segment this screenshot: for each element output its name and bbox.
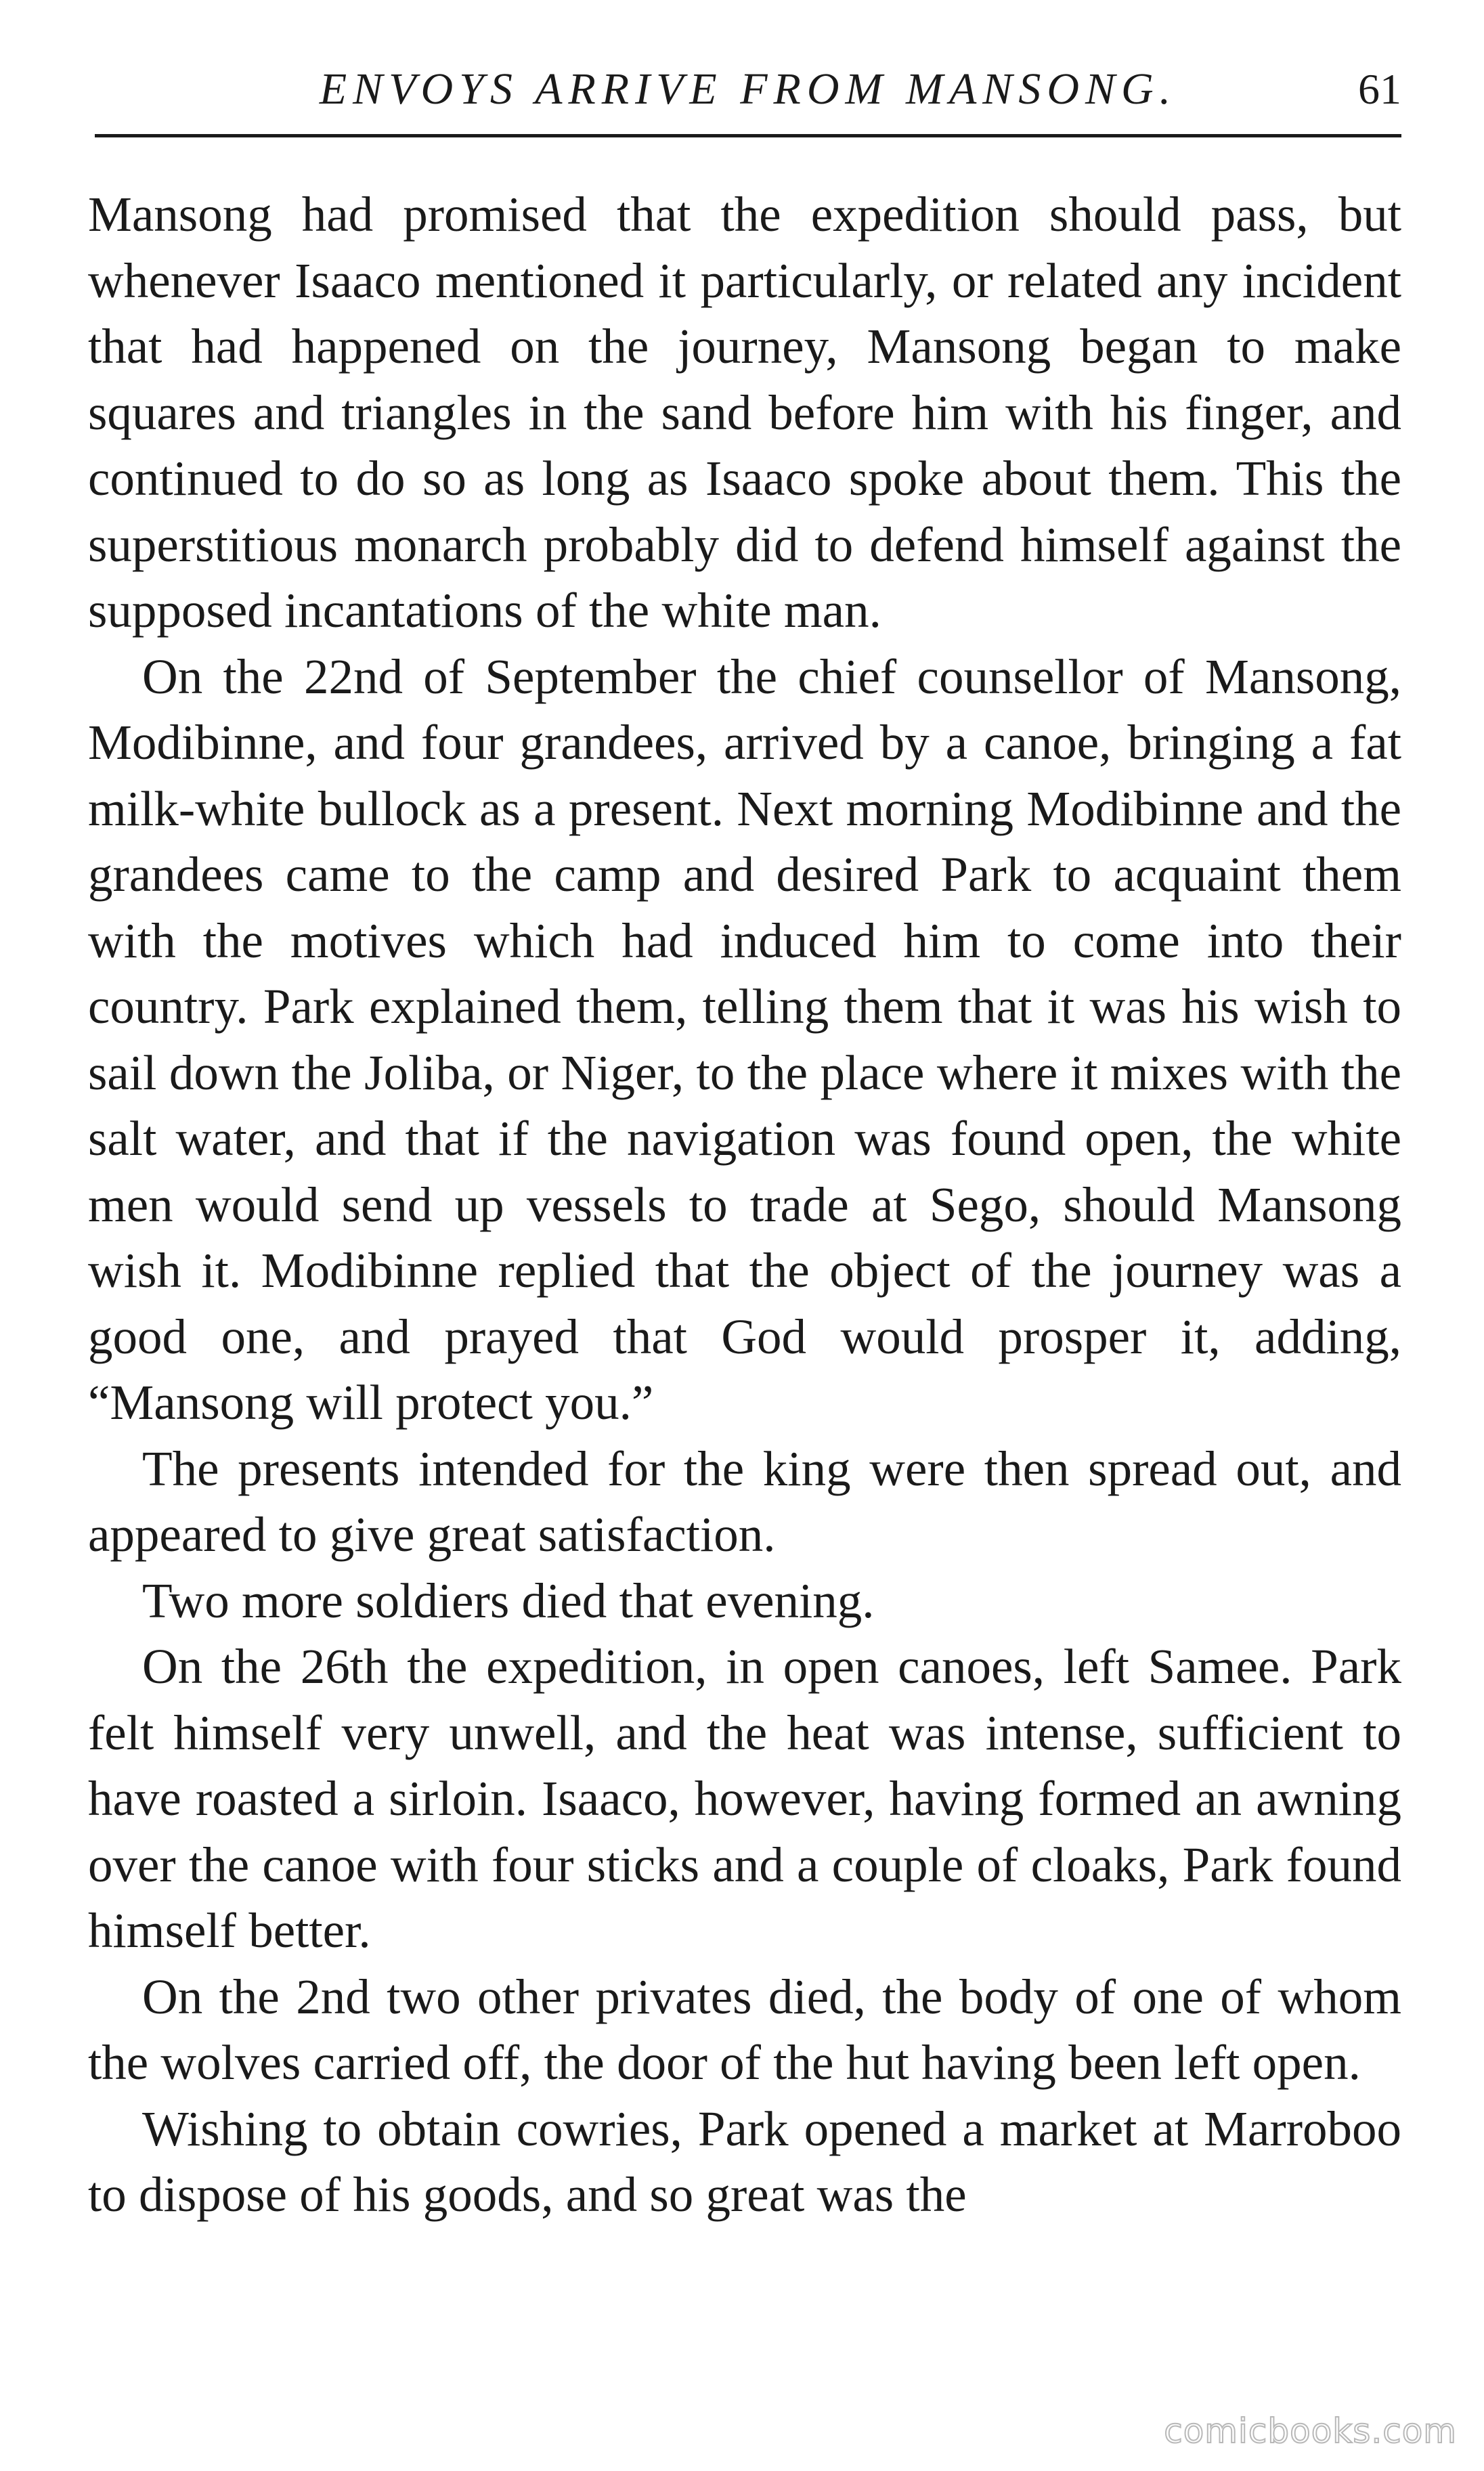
- running-head: [95, 49, 1401, 123]
- page-number: 61: [1358, 65, 1401, 113]
- paragraph: Mansong had promised that the expedition should pass, but whenever Isaaco mentioned it particularly, or related any incident that had happened on the journey, Mansong began to make squares and triangles in the sand before him with his finger, and continued to do so as long as Isaaco spoke about them. This the superstitious monarch probably did to defend himself against the supposed incantations of the white man.: [88, 187, 1401, 638]
- header-rule: [95, 134, 1401, 137]
- paragraph: Wishing to obtain cowries, Park opened a market at Marroboo to dispose of his goods, and so great was the: [88, 2101, 1401, 2222]
- paragraph: Two more soldiers died that evening.: [142, 1573, 875, 1628]
- running-title: ENVOYS ARRIVE FROM MANSONG.: [319, 64, 1177, 114]
- paragraph: The presents intended for the king were then spread out, and appeared to give great satisfaction.: [88, 1441, 1401, 1562]
- paragraph: On the 26th the expedition, in open canoes, left Samee. Park felt himself very unwell, and the heat was intense, sufficient to have roasted a sirloin. Isaaco, however, having formed an awning over the canoe with four sticks and a couple of cloaks, Park found himself better.: [88, 1639, 1401, 1958]
- paragraph: On the 2nd two other privates died, the body of one of whom the wolves carried off, the door of the hut having been left open.: [88, 1969, 1401, 2090]
- paragraph: On the 22nd of September the chief counsellor of Mansong, Modibinne, and four grandees, arrived by a canoe, bringing a fat milk-white bullock as a present. Next morning Modibinne and the grandees came to the camp and desired Park to acquaint them with the motives which had induced him to come into their country. Park explained them, telling them that it was his wish to sail down the Joliba, or Niger, to the place where it mixes with the salt water, and that if the navigation was found open, the white men would send up vessels to trade at Sego, should Mansong wish it. Modibinne replied that the object of the journey was a good one, and prayed that God would prosper it, adding, “Mansong will protect you.”: [88, 649, 1401, 1430]
- body-text: [88, 181, 1401, 2228]
- watermark: comicbooks.com: [1164, 2411, 1457, 2451]
